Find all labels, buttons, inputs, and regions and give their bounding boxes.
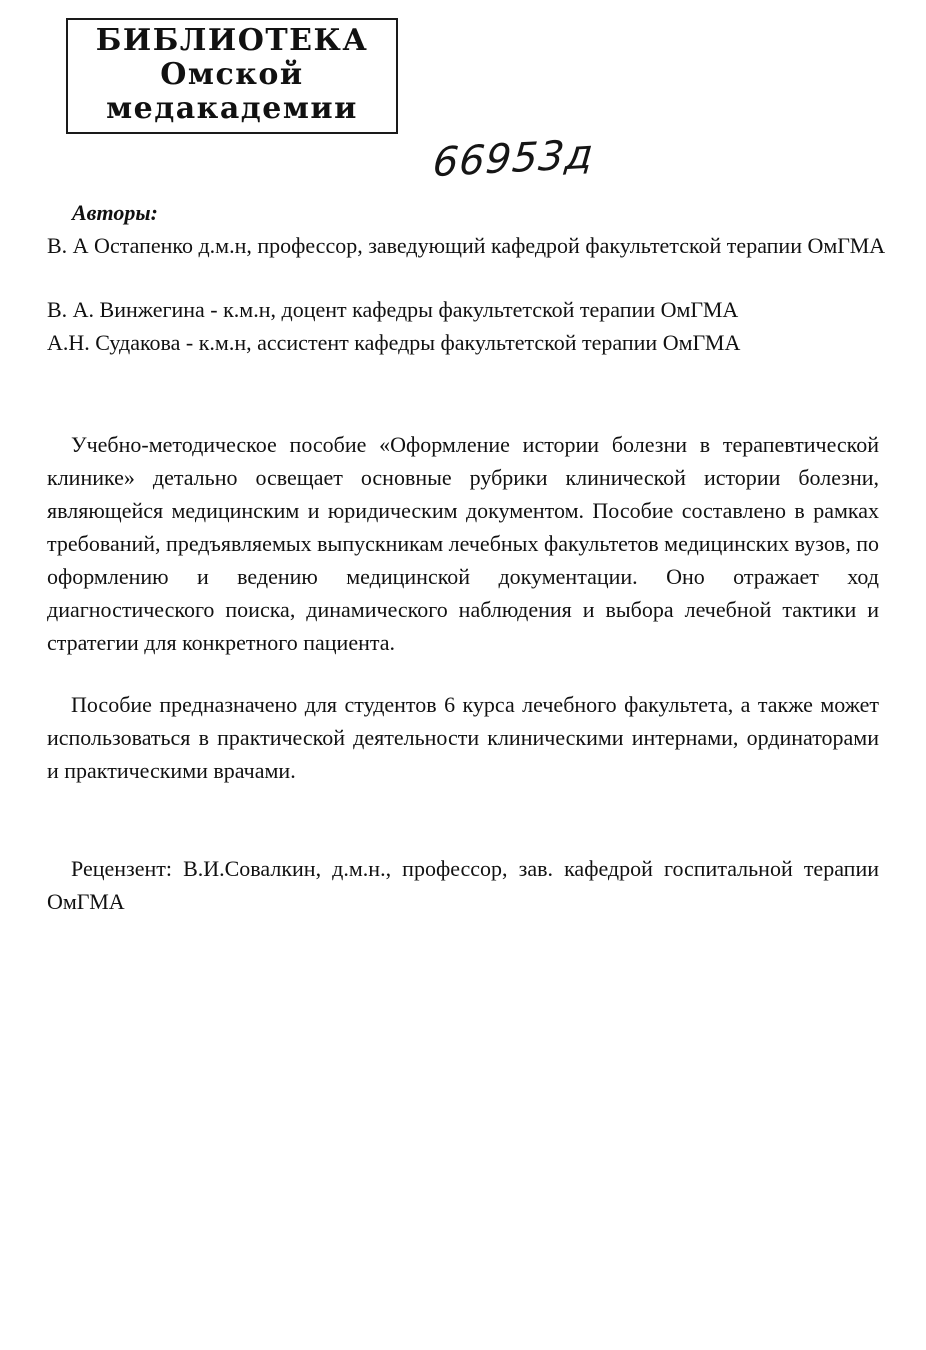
description-paragraph xyxy=(47,428,879,659)
stamp-line-2: Омской xyxy=(160,57,304,92)
author-line: В. А. Винжегина - к.м.н, доцент кафедры факультетской терапии ОмГМА xyxy=(47,297,739,322)
description-paragraph-text: Учебно-методическое пособие «Оформление истории болезни в терапевтической клинике» детально освещает основные рубрики клинической истории болезни, являющейся медицинским и юридическим документом. Пособие составлено в рамках требований, предъявляемых выпускникам лечебных факультетов медицинских вузов, по оформлению и ведению медицинской документации. Оно отражает ход диагностического поиска, динамического наблюдения и выбора лечебной тактики и стратегии для конкретного пациента. xyxy=(47,432,879,655)
stamp-line-1: БИБЛИОТЕКА xyxy=(95,23,369,58)
inventory-number: 66953д xyxy=(430,131,596,187)
description-paragraph-text: Пособие предназначено для студентов 6 курса лечебного факультета, а также может использоваться в практической деятельности клиническими интернами, ординаторами и практическими врачами. xyxy=(47,692,879,783)
stamp-line-3: медакадемии xyxy=(106,91,358,126)
description-paragraph xyxy=(47,688,879,787)
library-stamp xyxy=(66,18,398,134)
reviewer-paragraph xyxy=(47,852,879,918)
authors-heading: Авторы: xyxy=(72,200,158,225)
reviewer-text: Рецензент: В.И.Совалкин, д.м.н., профессор, зав. кафедрой госпитальной терапии ОмГМА xyxy=(47,856,879,914)
author-line: В. А Остапенко д.м.н, профессор, заведующий кафедрой факультетской терапии ОмГМА xyxy=(47,233,886,258)
author-line: А.Н. Судакова - к.м.н, ассистент кафедры факультетской терапии ОмГМА xyxy=(47,330,741,355)
